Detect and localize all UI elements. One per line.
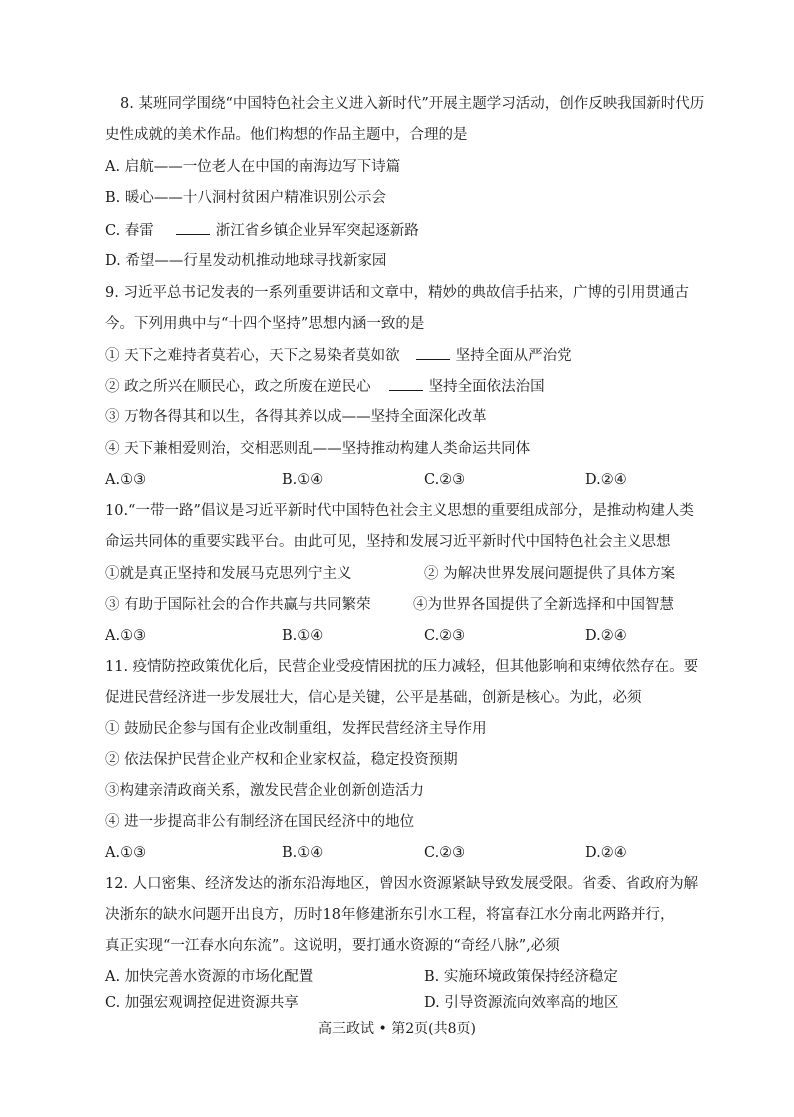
q8-stem-line-2: 史性成就的美术作品。他们构想的作品主题中，合理的是 — [105, 127, 468, 143]
q12-option-d: D. 引导资源流向效率高的地区 — [424, 995, 619, 1011]
q12-option-b: B. 实施环境政策保持经济稳定 — [424, 969, 618, 985]
q9-stem-line-2: 今。下列用典中与“十四个坚持”思想内涵一致的是 — [105, 316, 425, 332]
q8-option-c-suffix: 浙江省乡镇企业异军突起逐新路 — [215, 223, 419, 239]
q8-stem-line-1: 8. 某班同学围绕“中国特色社会主义进入新时代”开展主题学习活动，创作反映我国新时代历 — [120, 96, 705, 112]
q12-stem-line-3: 真正实现“一江春水向东流”。这说明，要打通水资源的“奇经八脉”,必须 — [105, 938, 560, 954]
q12-stem-line-2: 决浙东的缺水问题开出良方，历时18年修建浙东引水工程，将富春江水分南北两路并行， — [105, 907, 675, 923]
q11-option-a: A.①③ — [105, 845, 147, 861]
q9-item-1 — [105, 345, 572, 366]
q8-option-d: D. 希望——行星发动机推动地球寻找新家园 — [105, 253, 387, 269]
q10-option-c: C.②③ — [424, 628, 466, 644]
q8-option-c-prefix: C. 春雷 — [105, 223, 154, 239]
q10-item-3: ③ 有助于国际社会的合作共赢与共同繁荣 — [105, 597, 371, 613]
q9-item-1-blank — [416, 345, 450, 360]
page-footer: 高三政试 • 第2页(共8页) — [318, 1021, 476, 1037]
q10-option-d: D.②④ — [585, 628, 627, 644]
q9-item-4: ④ 天下兼相爱则治，交相恶则乱——坚持推动构建人类命运共同体 — [105, 441, 531, 457]
q9-option-d: D.②④ — [585, 472, 627, 488]
q10-stem-line-1: 10.“一带一路”倡议是习近平新时代中国特色社会主义思想的重要组成部分，是推动构建人类 — [105, 503, 694, 519]
q10-item-1: ①就是真正坚持和发展马克思列宁主义 — [105, 566, 352, 582]
q9-item-2-suffix: 坚持全面依法治国 — [428, 379, 545, 395]
q10-option-b: B.①④ — [282, 628, 324, 644]
q9-option-b: B.①④ — [282, 472, 324, 488]
q12-option-c: C. 加强宏观调控促进资源共享 — [105, 995, 299, 1011]
q12-option-a: A. 加快完善水资源的市场化配置 — [105, 969, 314, 985]
q11-stem-line-1: 11. 疫情防控政策优化后，民营企业受疫情困扰的压力减轻，但其他影响和束缚依然存在。要 — [105, 659, 699, 675]
q12-stem-line-1: 12. 人口密集、经济发达的浙东沿海地区，曾因水资源紧缺导致发展受限。省委、省政府为解 — [105, 876, 699, 892]
q11-item-3: ③构建亲清政商关系，激发民营企业创新创造活力 — [105, 783, 424, 799]
q10-item-4: ④为世界各国提供了全新选择和中国智慧 — [413, 597, 674, 613]
q11-item-2: ② 依法保护民营企业产权和企业家权益，稳定投资预期 — [105, 752, 458, 768]
q11-item-1: ① 鼓励民企参与国有企业改制重组，发挥民营经济主导作用 — [105, 721, 487, 737]
q8-option-c — [105, 220, 419, 241]
q8-option-a: A. 启航——一位老人在中国的南海边写下诗篇 — [105, 159, 401, 175]
q8-option-c-blank — [176, 220, 210, 235]
q11-item-4: ④ 进一步提高非公有制经济在国民经济中的地位 — [105, 814, 415, 830]
q11-option-c: C.②③ — [424, 845, 466, 861]
q9-item-2-blank — [389, 376, 423, 391]
q9-item-2 — [105, 376, 545, 397]
q11-option-b: B.①④ — [282, 845, 324, 861]
q9-option-a: A.①③ — [105, 472, 147, 488]
q10-option-a: A.①③ — [105, 628, 147, 644]
q9-item-1-suffix: 坚持全面从严治党 — [455, 348, 572, 364]
q9-item-3: ③ 万物各得其和以生，各得其养以成——坚持全面深化改革 — [105, 409, 487, 425]
q9-item-2-prefix: ② 政之所兴在顺民心，政之所废在逆民心 — [105, 379, 371, 395]
q8-option-b: B. 暖心——十八洞村贫困户精准识别公示会 — [105, 190, 386, 206]
q9-item-1-prefix: ① 天下之难持者莫若心，天下之易染者莫如欲 — [105, 348, 400, 364]
q10-item-2: ② 为解决世界发展问题提供了具体方案 — [424, 566, 676, 582]
q9-option-c: C.②③ — [424, 472, 466, 488]
q10-stem-line-2: 命运共同体的重要实践平台。由此可见，坚持和发展习近平新时代中国特色社会主义思想 — [105, 534, 671, 550]
q11-stem-line-2: 促进民营经济进一步发展壮大，信心是关键，公平是基础，创新是核心。为此，必须 — [105, 690, 642, 706]
q11-option-d: D.②④ — [585, 845, 627, 861]
q9-stem-line-1: 9. 习近平总书记发表的一系列重要讲话和文章中，精妙的典故信手拈来，广博的引用贯通古 — [105, 285, 689, 301]
